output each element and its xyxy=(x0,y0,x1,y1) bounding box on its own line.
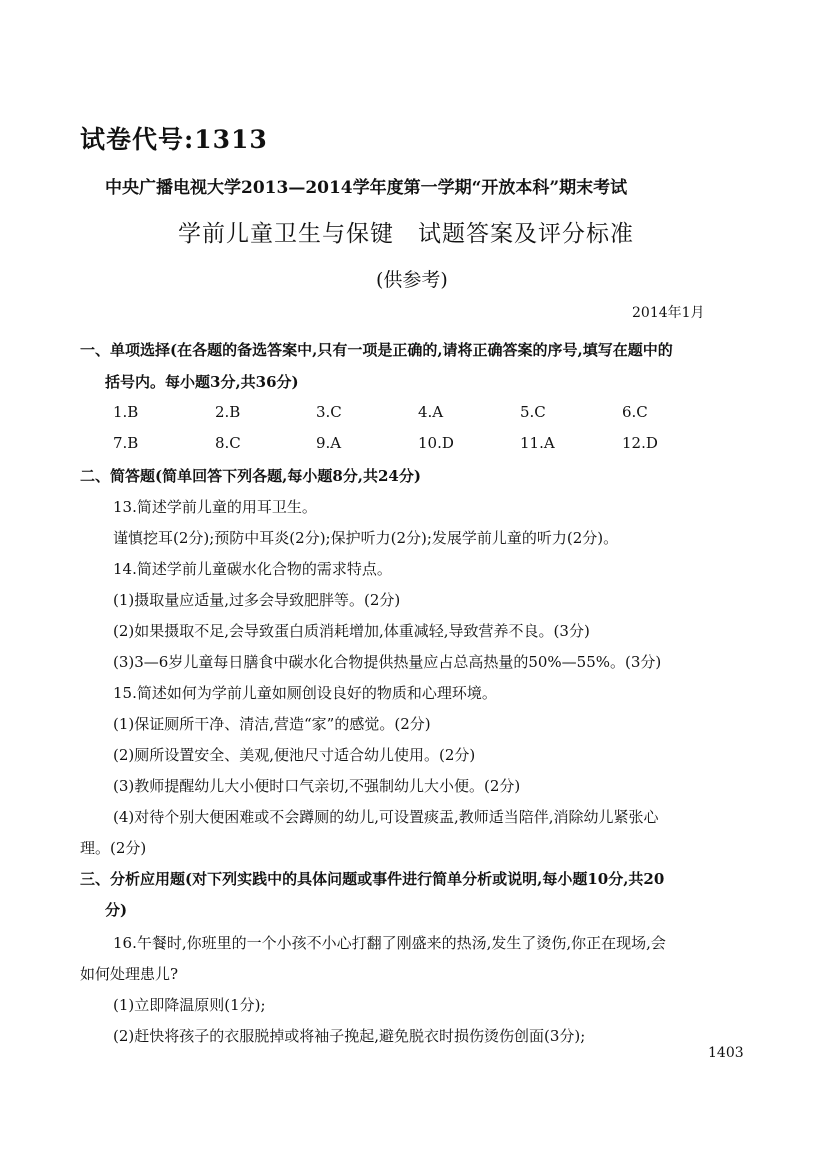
question-13: 13.简述学前儿童的用耳卫生。 xyxy=(113,498,317,516)
answer-15-2: (2)厕所设置安全、美观,便池尺寸适合幼儿使用。(2分) xyxy=(113,746,476,764)
section3-heading-line1: 三、分析应用题(对下列实践中的具体问题或事件进行简单分析或说明,每小题10分,共20 xyxy=(80,870,665,888)
exam-title: 中央广播电视大学2013—2014学年度第一学期“开放本科”期末考试 xyxy=(105,178,628,198)
section3-heading-line2: 分) xyxy=(105,901,128,919)
section1-heading-line1: 一、单项选择(在各题的备选答案中,只有一项是正确的,请将正确答案的序号,填写在题中的 xyxy=(80,341,673,359)
section1-heading-line2: 括号内。每小题3分,共36分) xyxy=(105,373,299,391)
answer-15-4: (4)对待个别大便困难或不会蹲厕的幼儿,可设置痰盂,教师适当陪伴,消除幼儿紧张心 xyxy=(113,808,659,826)
answer-item: 2.B xyxy=(215,403,241,421)
answer-15-4-cont: 理。(2分) xyxy=(80,839,147,857)
answer-16-2: (2)赶快将孩子的衣服脱掉或将袖子挽起,避免脱衣时损伤烫伤创面(3分); xyxy=(113,1027,586,1045)
answer-item: 3.C xyxy=(316,403,342,421)
answer-14-2: (2)如果摄取不足,会导致蛋白质消耗增加,体重减轻,导致营养不良。(3分) xyxy=(113,622,590,640)
answer-15-1: (1)保证厕所干净、清洁,营造“家”的感觉。(2分) xyxy=(113,715,431,733)
exam-date: 2014年1月 xyxy=(632,305,705,321)
section2-heading: 二、简答题(简单回答下列各题,每小题8分,共24分) xyxy=(80,467,421,485)
answer-item: 7.B xyxy=(113,434,139,452)
answer-16-1: (1)立即降温原则(1分); xyxy=(113,996,266,1014)
question-14: 14.简述学前儿童碳水化合物的需求特点。 xyxy=(113,560,392,578)
answer-item: 5.C xyxy=(520,403,546,421)
answer-14-1: (1)摄取量应适量,过多会导致肥胖等。(2分) xyxy=(113,591,401,609)
answer-14-3: (3)3—6岁儿童每日膳食中碳水化合物提供热量应占总高热量的50%—55%。(3分) xyxy=(113,653,662,671)
answer-13: 谨慎挖耳(2分);预防中耳炎(2分);保护听力(2分);发展学前儿童的听力(2分)。 xyxy=(113,529,619,547)
question-16: 16.午餐时,你班里的一个小孩不小心打翻了刚盛来的热汤,发生了烫伤,你正在现场,会 xyxy=(113,934,666,952)
page-number: 1403 xyxy=(708,1045,744,1061)
reference-note: (供参考) xyxy=(376,269,448,291)
answer-item: 9.A xyxy=(316,434,342,452)
answer-item: 11.A xyxy=(520,434,555,452)
answer-item: 8.C xyxy=(215,434,241,452)
question-15: 15.简述如何为学前儿童如厕创设良好的物质和心理环境。 xyxy=(113,684,497,702)
answer-item: 4.A xyxy=(418,403,444,421)
answer-item: 12.D xyxy=(622,434,658,452)
answer-item: 10.D xyxy=(418,434,454,452)
question-16-cont: 如何处理患儿? xyxy=(80,965,179,983)
exam-code: 试卷代号:1313 xyxy=(80,125,268,154)
answer-15-3: (3)教师提醒幼儿大小便时口气亲切,不强制幼儿大小便。(2分) xyxy=(113,777,521,795)
answer-item: 1.B xyxy=(113,403,139,421)
answer-item: 6.C xyxy=(622,403,648,421)
subject-title: 学前儿童卫生与保键 试题答案及评分标准 xyxy=(178,221,634,247)
